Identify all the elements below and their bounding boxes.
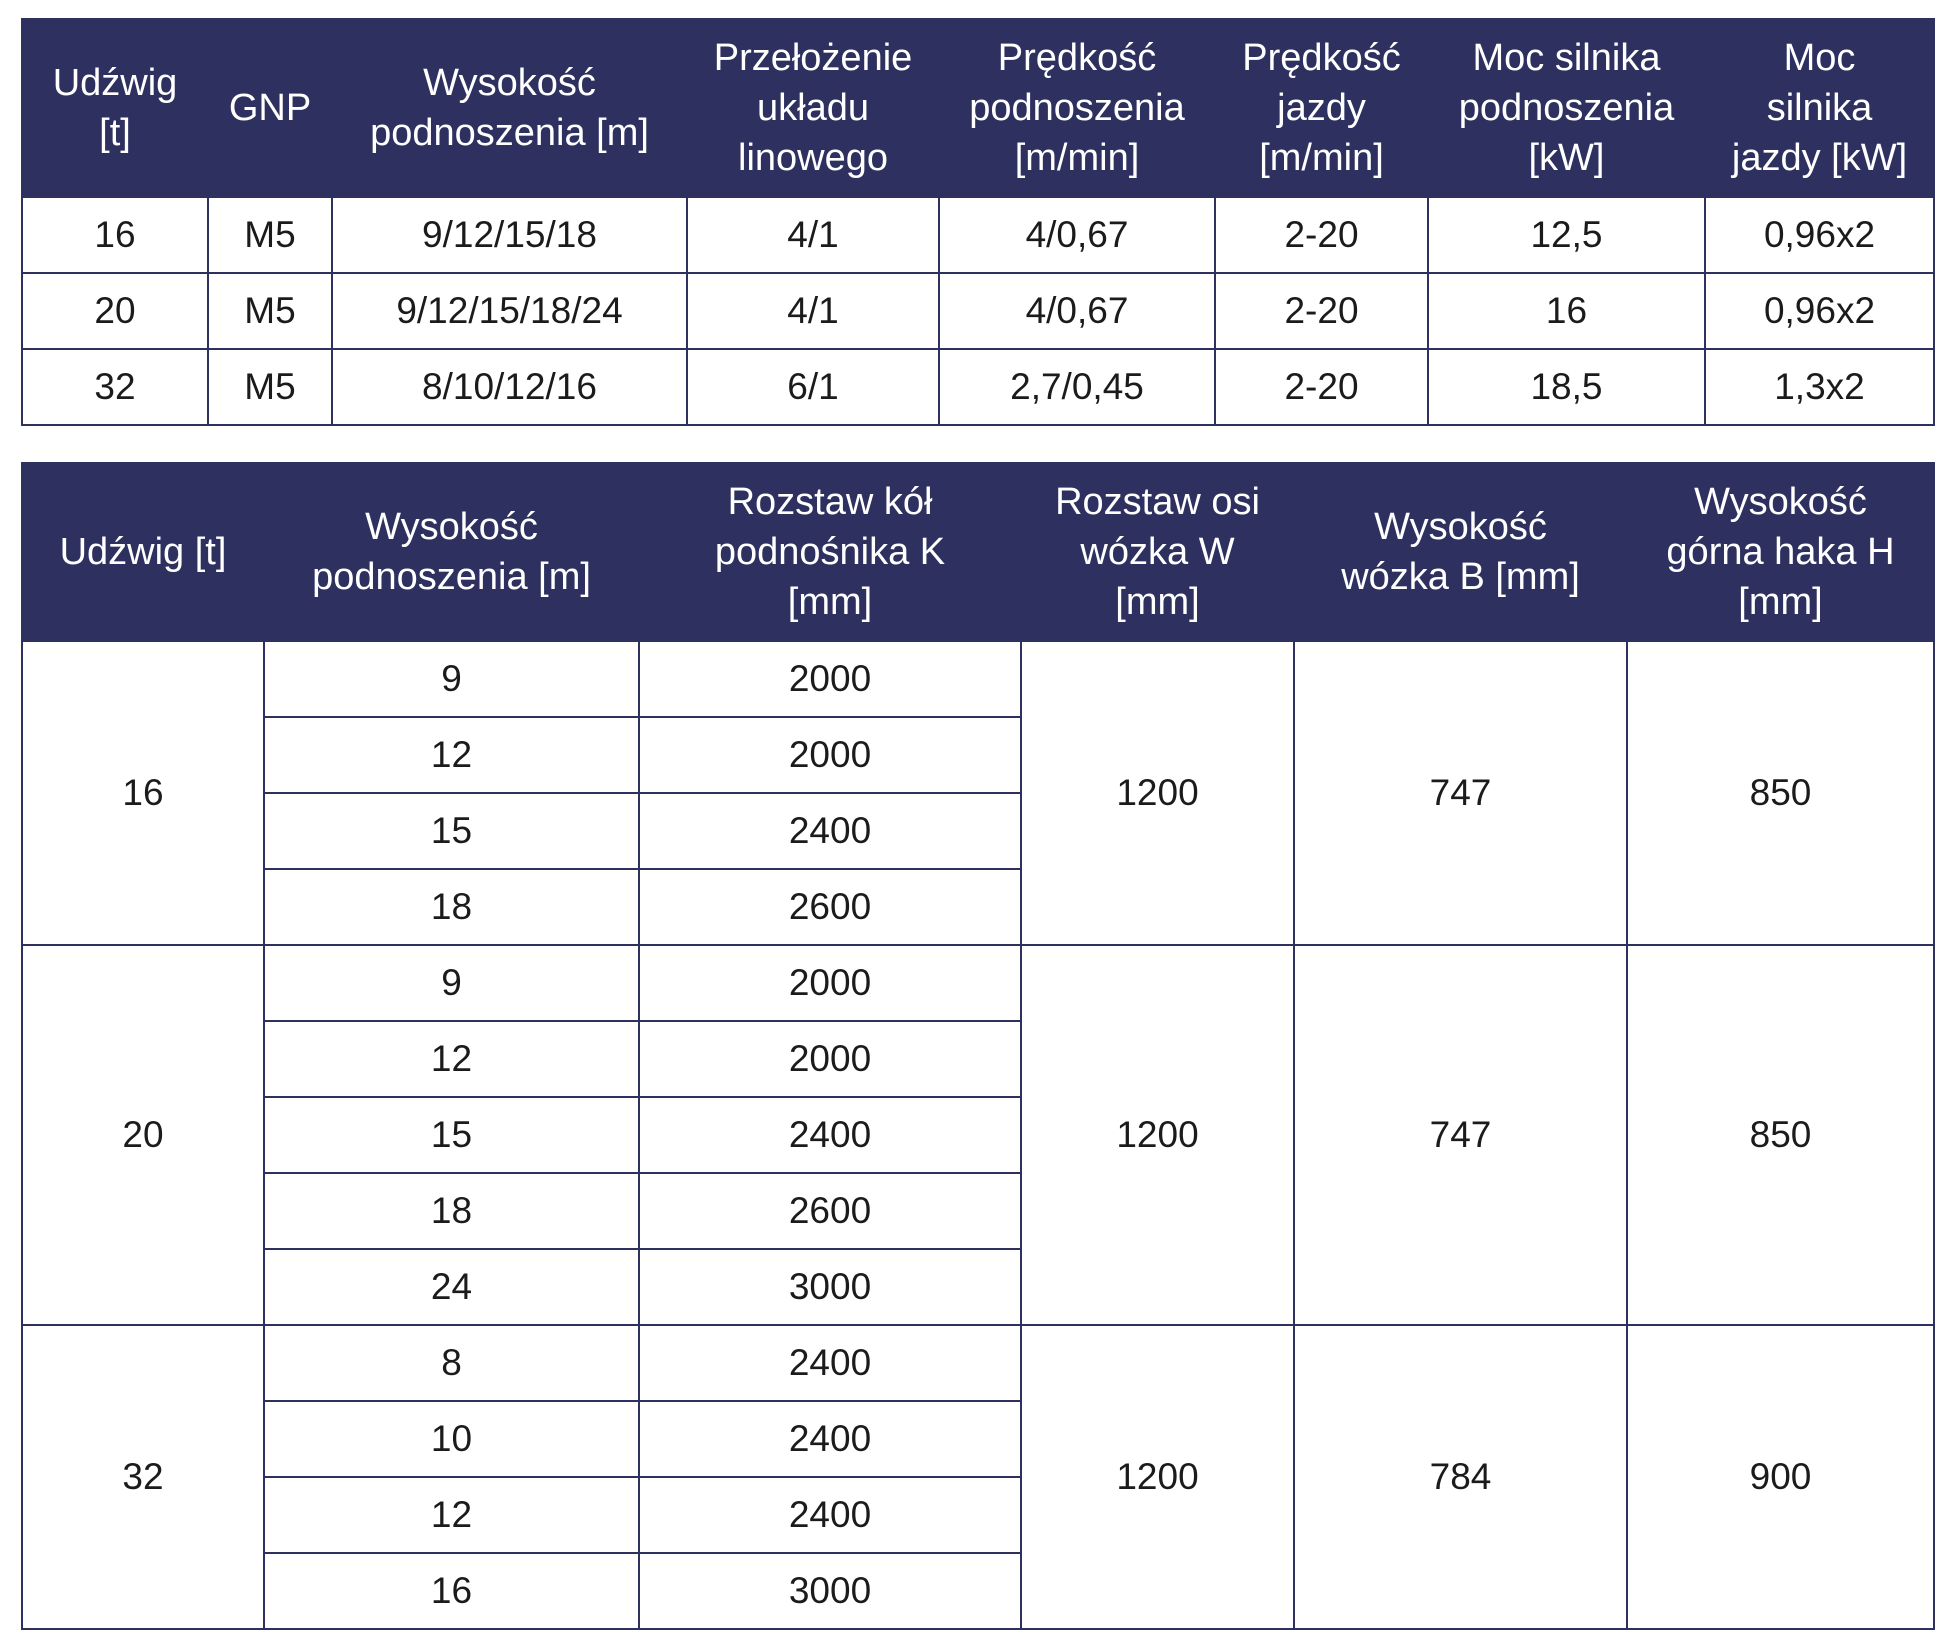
col-header-lift-height: Wysokość podnoszenia [m] [264, 463, 639, 641]
hook-height-cell: 850 [1627, 641, 1934, 945]
lift-height-cell: 10 [264, 1401, 639, 1477]
cell: 12,5 [1428, 197, 1705, 273]
cell: 0,96x2 [1705, 273, 1934, 349]
wheel-spacing-cell: 2000 [639, 717, 1021, 793]
cell: 2-20 [1215, 273, 1428, 349]
wheel-spacing-cell: 2400 [639, 793, 1021, 869]
lift-height-cell: 16 [264, 1553, 639, 1629]
lift-height-cell: 12 [264, 717, 639, 793]
lift-height-cell: 9 [264, 945, 639, 1021]
col-header-gnp: GNP [208, 19, 332, 197]
axle-spacing-cell: 1200 [1021, 641, 1294, 945]
cell: 9/12/15/18/24 [332, 273, 687, 349]
wheel-spacing-cell: 2400 [639, 1325, 1021, 1401]
col-header-hook-height-h: Wysokość górna haka H [mm] [1627, 463, 1934, 641]
cell: 20 [22, 273, 208, 349]
dimensions-table [21, 462, 1935, 1630]
col-header-trolley-height-b: Wysokość wózka B [mm] [1294, 463, 1627, 641]
lift-height-cell: 24 [264, 1249, 639, 1325]
col-header-travel-speed: Prędkość jazdy [m/min] [1215, 19, 1428, 197]
hook-height-cell: 900 [1627, 1325, 1934, 1629]
wheel-spacing-cell: 2400 [639, 1401, 1021, 1477]
axle-spacing-cell: 1200 [1021, 945, 1294, 1325]
lift-height-cell: 12 [264, 1021, 639, 1097]
wheel-spacing-cell: 2000 [639, 1021, 1021, 1097]
wheel-spacing-cell: 2000 [639, 945, 1021, 1021]
col-header-lift-speed: Prędkość podnoszenia [m/min] [939, 19, 1215, 197]
cell: 1,3x2 [1705, 349, 1934, 425]
cell: 8/10/12/16 [332, 349, 687, 425]
wheel-spacing-cell: 2600 [639, 869, 1021, 945]
lift-height-cell: 9 [264, 641, 639, 717]
trolley-height-cell: 784 [1294, 1325, 1627, 1629]
trolley-height-cell: 747 [1294, 641, 1627, 945]
cell: 4/0,67 [939, 197, 1215, 273]
wheel-spacing-cell: 3000 [639, 1249, 1021, 1325]
dimensions-header-row [22, 463, 1934, 641]
col-header-travel-motor-power: Moc silnika jazdy [kW] [1705, 19, 1934, 197]
lift-height-cell: 12 [264, 1477, 639, 1553]
hook-height-cell: 850 [1627, 945, 1934, 1325]
cell: 6/1 [687, 349, 939, 425]
table-row [22, 641, 1934, 717]
lift-height-cell: 15 [264, 793, 639, 869]
capacity-cell: 20 [22, 945, 264, 1325]
lift-height-cell: 15 [264, 1097, 639, 1173]
table-row [22, 197, 1934, 273]
table-row [22, 349, 1934, 425]
cell: 2-20 [1215, 197, 1428, 273]
col-header-reeving: Przełożenie układu linowego [687, 19, 939, 197]
cell: 0,96x2 [1705, 197, 1934, 273]
wheel-spacing-cell: 2000 [639, 641, 1021, 717]
col-header-capacity: Udźwig [t] [22, 19, 208, 197]
cell: 2-20 [1215, 349, 1428, 425]
axle-spacing-cell: 1200 [1021, 1325, 1294, 1629]
wheel-spacing-cell: 2600 [639, 1173, 1021, 1249]
specs-header-row [22, 19, 1934, 197]
cell: M5 [208, 349, 332, 425]
col-header-capacity: Udźwig [t] [22, 463, 264, 641]
cell: 9/12/15/18 [332, 197, 687, 273]
wheel-spacing-cell: 2400 [639, 1097, 1021, 1173]
cell: M5 [208, 197, 332, 273]
col-header-axle-spacing-w: Rozstaw osi wózka W [mm] [1021, 463, 1294, 641]
cell: 32 [22, 349, 208, 425]
cell: 4/1 [687, 197, 939, 273]
cell: 16 [1428, 273, 1705, 349]
lift-height-cell: 18 [264, 1173, 639, 1249]
specs-table [21, 18, 1935, 426]
capacity-cell: 32 [22, 1325, 264, 1629]
table-row [22, 273, 1934, 349]
capacity-cell: 16 [22, 641, 264, 945]
trolley-height-cell: 747 [1294, 945, 1627, 1325]
col-header-lift-motor-power: Moc silnika podnoszenia [kW] [1428, 19, 1705, 197]
cell: 4/0,67 [939, 273, 1215, 349]
cell: 18,5 [1428, 349, 1705, 425]
col-header-wheel-spacing-k: Rozstaw kół podnośnika K [mm] [639, 463, 1021, 641]
lift-height-cell: 18 [264, 869, 639, 945]
cell: M5 [208, 273, 332, 349]
table-row [22, 1325, 1934, 1401]
cell: 16 [22, 197, 208, 273]
lift-height-cell: 8 [264, 1325, 639, 1401]
wheel-spacing-cell: 3000 [639, 1553, 1021, 1629]
cell: 4/1 [687, 273, 939, 349]
wheel-spacing-cell: 2400 [639, 1477, 1021, 1553]
table-row [22, 945, 1934, 1021]
col-header-lift-height: Wysokość podnoszenia [m] [332, 19, 687, 197]
cell: 2,7/0,45 [939, 349, 1215, 425]
